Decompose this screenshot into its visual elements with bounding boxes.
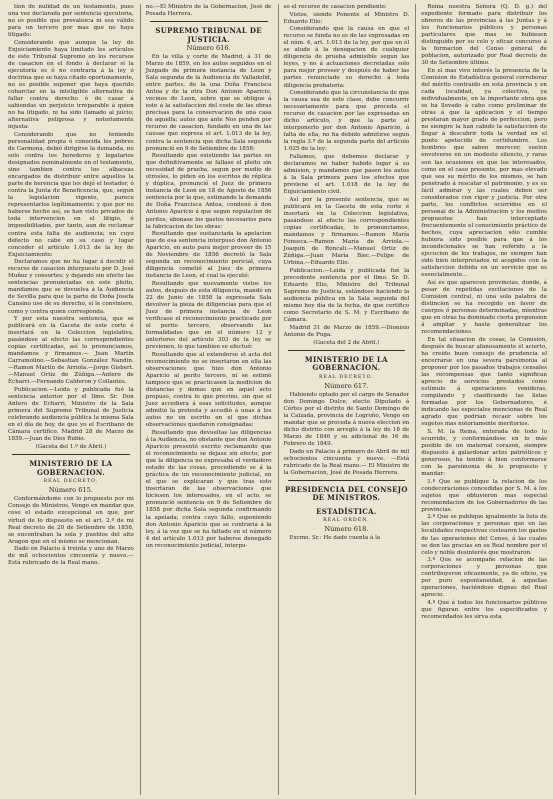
paragraph: Excmo. Sr.: He dado cuenta á la: [289, 535, 381, 542]
paragraph: Vistos, siendo Ponente el Ministro D. Eduardo Elio:: [283, 11, 410, 25]
paragraph: Habiendo optado por el cargo de Senador don Domingo Dulce, electo Diputado á Córtes por el distrito de Santo Domingo de la Calzada, provincia de Logroño, Vengo en mandar que se proceda á nueva eleccion en dicho distrito con arreglo á la ley de 18 de Marzo de 1846 y su adicional de 16 de Febrero de 1849.: [283, 391, 410, 447]
gaceta-reference: (Gaceta del 1.º de Abril.): [35, 444, 107, 451]
paragraph: Dado en Palacio á primero de Abril de mil ochocientos cincuenta y nueve. —Está rubricado de la Real mano.— El Ministro de la Gobernacion, José de Posada Herrera.: [283, 448, 410, 476]
paragraph: Resultando que sustanciada la apelacion que de esa sentencia interpuso don Antonio Aparicio, en auto para mejor proveer de 15 de Noviembre de 1856 decretó la Sala segunda un reconocimiento pericial, cuya diligencia cometió al Juez de primera instancia de Leon, el cual la ejecutó:: [145, 231, 272, 280]
section-subheading: REAL DECRETO.: [43, 479, 99, 485]
paragraph: Dado en Palacio á treinta y uno de Marzo de mil ochocientos cincuenta y nueve.—Está rubricado de la Real mano.: [8, 546, 134, 567]
item-number: Número 616.: [186, 43, 231, 52]
section-divider: [12, 454, 130, 455]
paragraph: Resultando que devueltas las diligencias á la Audiencia, no obstante que don Antonio Aparicio presentó escrito reclamando que el reconocimiento se dejase sin efecto, por que la diligencia no expresaba el verdadero estado de las cosas, procediendo se á la práctica de un reconocimiento judicial, en el que se explicaran y que tras esto insertaran de las observaciones que hiciesen los interesados, en el acto, se pronunció sentencia en 9 de Setiembre de 1858 por dicha Sala segunda confirmando la apelada; contra cuyo fallo, suponiendo don Antonio Aparicio que se contraria á la ley, á la vez que se ha faltado en el número 4 del artículo 1.013 por haberse denegado un reconocimiento judicial, interpu-: [145, 429, 272, 549]
paragraph: Resultando que al extenderse el acta del reconocimiento no se insertaron en ella las observaciones que hizo don Antonio Aparicio al perito tercero, ni se estimó tampoco que se practicasen la medicion de distancias y demas que en aquel acto propuso, contra lo que previno, sin que el Juez accediera á esas solicitudes, aunque admitió la protesta y accedió á unas á los autos no un escrito en el que dichas observaciones quedaron consignadas:: [145, 351, 272, 429]
paragraph: En tal situacion de cosas, la Comision, después de buscar afanosamente el acierto, ha creido buen consejo de prudencia el encerrarse en una severa parsimonia al proponer por los pasados trabajos censales las recompensas que tanto significan aprecio de servicios prestados como estímulo á operaciones venideras, compilando y clasificando las listas formadas por los Gobernadores, é indicando las especiales mencionas de Real agrado que podrian recaer sobre los sugetos mas notoriamente meritorios.: [421, 336, 547, 428]
section-heading: PRESIDENCIA DEL CONSEJO DE MINISTROS.: [284, 484, 408, 503]
paragraph: En la villa y corte de Madrid, á 31 de Marzo de 1859, en los autos seguidos en el Juzgado de primera instancia de Leon y Sala segunda de la Audiencia de Valladolid, entre partes, de la una Doña Francisca Antoa y de la otra Don Antonio Aparicio, vecinos de Leon, sobre que se obligue á este á la satisfaccion del coste de las obras precisas para la conservacion de una casa de aquella; autos que ante Nos penden por recurso de casacion, fundado en una de las causas que expresa el art. 1.013 de la ley, contra la sentencia que dicha Sala segunda pronunció en 9 de Setiembre de 1858:: [145, 53, 272, 152]
section-heading: SUPREMO TRIBUNAL DE JUSTICIA.: [155, 26, 262, 44]
paragraph: Considerando que la causa en que el recurso se funda no es de las expresadas en el núm. 4, art. 1.013 de la ley, por que en él se alude á la denegacion de cualquier diligencia de prueba admisible segun las leyes, y no á actuaciones decretadas solo para mejor proveer y después de haber las partes renunciado su derecho á toda diligencia probatoria:: [283, 26, 410, 89]
paragraph: Considerando que aunque la ley de Enjuiciamiento haya limitado los artículos de este Tribunal Supremo en los recursos de casacion en el fondo á declarar si la ejecutoria es ó no contraria á la ley ó doctrina que se haya citado oportunamente, no es posible suponer que haya querido coharctar en la inteligible alternativa de fallar contra derecho ó de casar á sabiendas un perjuicio irreparable á quien no ha litigado, ni ha sido llamado al juicio; alternativa peligrosa y notoriamente injusta:: [8, 39, 134, 131]
paragraph: Así por la presente sentencia, que se publicará en la Gaceta de esta corte é insertará en la Coleccion legislativa, pasándose al efecto las correspondientes copias certificadas, lo pronunciamos, mandamos y firmamos.—Ramon María Fonseca.—Ramon María de Arriola.—Joaquin de Roncali.—Manuel Ortiz de Zúñiga.—Juan María Biec.—Felipe de Urbina.—Eduardo Elio.: [283, 196, 410, 267]
paragraph: Publicacion.—Leida y publicada fué la precedente sentencia por el Ilmo. Sr. D. Eduardo Elio, Ministro del Tribunal Supremo de Justicia, estándose haciendo la audiencia pública en la Sala segunda del mismo hoy día de la fecha, de que certifico como Secretario de S. M. y Escribano de Cámara.: [283, 267, 410, 324]
section-heading: MINISTERIO DE LA GOBERNACION.: [29, 459, 113, 477]
paragraph: S. M. la Reina, enterada de todo lo ocurrido, y conformándose en lo más posible de un maternal corazon, siempre dispuesto á galardonar actos patrióticos y generosos, ha tenido á bien conformarse con la parsimonia de lo propuesto y mandar:: [421, 428, 547, 478]
paragraph-continuation: so el recurso de casacion pendiente:: [283, 4, 388, 10]
column-3: [278, 4, 410, 795]
paragraph: Conformándome con lo propuesto por mi Consejo de Ministros, Vengo en mandar que cese el estado excepcional en que, por virtud de lo dispuesto en el art. 2.º de mi Real decreto de 20 de Setiembre de 1858, se encontraban la sola y pueblos del alto Aragon que en el mismo se mencionan.: [8, 496, 134, 545]
section-subheading: REAL DECRETO.: [318, 374, 374, 380]
paragraph: Considerando que no teniendo personalidad propia ó conocida los pobres de Carmona, debió dirigirse la demanda, no solo contra los herederos y legatarios designados nominalmente en el testamento, sino tambien contra los albaceas encargados de distribuir entre aquellos la parte de herencia que les dejó el testador, ó contra la Junta de Beneficencia, que, segun la legislacion vigente, parece representarlos legítimamente; y que por no haberse hecho así, se han visto privados de toda intervencion en el litigio, é imposibilitados, por tanto, aun de reclamar contra esta falta de audiencia; en cuyo defecto no cabe en su caso y lugar conceder el artículo 1.013 de la ley de Enjuiciamiento:: [8, 131, 134, 258]
section-divider: [288, 350, 406, 351]
paragraph: Declaramos que no ha lugar á decidir el recurso de casacion interpuesto por D. José Muñoz y consortes; y dejando sin efecto las sentencias pronunciadas en este pleito, mandamos que se devuelva á la Audiencia de Sevilla para que la parte de Doña Josefa Cansino use de su derecho, si le conviniere, como y contra quien corresponda.: [8, 259, 134, 315]
section-heading: MINISTERIO DE LA GOBERNACION.: [304, 354, 388, 373]
paragraph: tion de nulidad de un testamento, pues una vez declarada por sentencia ejecutoria, no es posible que prevalezca ni sea válido para un tercero por mas que no haya litigado:: [8, 4, 134, 39]
item-number: Número 615.: [48, 486, 93, 495]
column-4: [415, 4, 547, 795]
paragraph: Resultando que existiendo las partes en que definitivamente se fallase el pleito sin necesidad de prueba, segun por medio de otrosíes, lo piden en los escritos de réplica y dúplica, pronunció el Juez de primera instancia de Leon en 18 de Agosto de 1856 sentencia por la que, estimando la demanda de Doña Francisca Antoa, condenó á don Antonio Aparicio á que segun regulacion de peritos, abonase los gastos necesarios para la fabricacion de los obras:: [145, 153, 272, 230]
paragraph: Considerando que la circunstancia de que la causa sea de este clase, debe concurrir necesariamente para que proceda el recurso de casacion por las expresadas en dicho artículo, y que la parte al interponerlo por don Antonio Aparicio, á falta de ella, no ha debido admitirse segun la regla 3.ª de la segunda parte del artículo 1.025 de la ley:: [283, 90, 410, 153]
paragraph: Publicacion.—Leida y publicada fué la sentencia anterior por el Ilmo. Sr. Don Antero de Echarri, Ministro de la Sala primera del Supremo Tribunal de Justicia celebrando audiencia pública la misma Sala en el día de hoy, de que yo el Escribano de Cámara certifico. Madrid 28 de Marzo de 1859.—Juan de Dios Rubio.: [8, 387, 134, 443]
paragraph: 2.º Que se publique igualmente la lista de las corporaciones y personas que en las localidades respectivas costearon los gastos de las operaciones del Censo, á las cuales se den las gracias en su Real nombre por el celo y noble desinterés que mostraron.: [421, 514, 547, 556]
paragraph: Madrid 31 de Marzo de 1859.—Dionisio Antonio de Puga.: [283, 324, 410, 338]
column-1: [8, 4, 134, 795]
paragraph: 1.º Que se publique la relacion de los condecoraciones concedidas por S. M. á los sujetos que obtuvieron mas especial recomendacion de los Gobernadores de las provincias.: [421, 478, 547, 513]
paragraph: Fallamos, que debemos declarar y declaramos no haber habido lugar á su admision, y mandamos que pasen los autos á la Sala primera para los efectos que previene el art. 1.018 de la ley de Enjuiciamiento civil.: [283, 153, 410, 196]
paragraph: En el mas vivo interés la presencia de la Comision de Estadística general corroborar del mérito contraido en esta provincia y en cada localidad, ya colectiva, ya individualmente, en la importante obra que se ha llevado á cabo como preliminar de otras á que la aplicacion y el tiempo prestaran mayor grado de perfeccion; pero no siempre la han cabido la satisfaccion de llegar á descubrir toda la verdad en el punto apetecido de certidumbre. Los hombres que saben merecer, suelen envolverse en un modesto silencio, y raras son las ocasiones en que los interesados, como en el caso presente, por mas elevado que sea su mérito de los mismos, se han penetrado á rescatar el patrimonio, y es su fácil admirar y las cuales deben ser considerados con rigor y justicia. Por otra parte, los conflictos ocurridos en el personal de la Administracion y los medios propuestos han interceptado frecuentemente el conocimiento práctico de hechos, cuya apreciacion sólo cumble hubiera sido posible para que á los incondicionales se han referido a la ejecucion de los trabajos, no siempre han sido bien interpretados ni acogidos con la satisfaccion debida en un servicio que es esencialmente...: [421, 67, 547, 279]
section-divider: [150, 21, 268, 22]
paragraph-continuation: no.—El Ministro de la Gobernacion, José de Posada Herrera.: [145, 4, 272, 18]
gaceta-reference: (Gaceta del 2 de Abril.): [313, 339, 380, 346]
section-divider: [288, 480, 406, 481]
paragraph: Resultando que nuevamente vistos los autos, después de esta diligencia, mandó en 22 de Junio de 1858 la expresada Sala devolver la pieza de diligencias para que el Juez de primera instancia de Leon verificase el reconocimiento practicado por el perito tercero, observando las formalidades que en el número 12 y anteriores del artículo 303 de la ley se previenen, lo que tambien se efectuó:: [145, 280, 272, 351]
item-number: Número 618.: [324, 524, 369, 533]
section-subheading: REAL ORDEN.: [323, 517, 370, 523]
paragraph: Y por esta nuestra sentencia, que se publicará en la Gaceta de este corte é insertará en la Coleccion legislativa, pasándose al efecto las correspondientes copias certificadas, así lo pronunciamos, mandamos y firmamos.— Juan Martín Carramolino.—Sebastian González Nandin.—Ramon Martín de Arriola.—Jorge Gisbert.—Manuel Ortiz de Zúñiga.—Antero de Echarri.—Fernando Calderon y Collantes.: [8, 316, 134, 386]
paragraph: Así es que aparecen provincias, donde, á pesar de repetidas excitaciones de la Comision central, ni una sola palabra de distincion se ha recogido en favor de cuerpos ó personas determinadas, mientras que en otras ha dominado cierta propension á ampliar y hasta generalizar los recomendaciones.: [421, 279, 547, 336]
column-2: [140, 4, 272, 795]
paragraph: 4.º Que á todos los funcionarios públicos que figuran entre los especificados y recomendados les sirva esta: [421, 599, 547, 621]
section-heading: ESTADÍSTICA.: [316, 506, 377, 516]
item-number: Número 617.: [324, 381, 369, 390]
paragraph: Reina nuestra Señora (Q. D. g.) del expediente formado para distribuir los obreros de las provincias á las Juntas y á los funcionarios públicos y personas particulares que mas se hubiesen distinguido por su celo y eficaz concurso á la formacion del Censo general de poblacion, autorizado por Real decreto de 30 de Setiembre último.: [421, 4, 547, 67]
paragraph: 3.º Que se acompañe relacion de las corporaciones y personas que contribuyeron eficazmente, ya de oficio, ya por puro espontaneidad, á aquellas operaciones, haciéndose dignas del Real aprecio.: [421, 557, 547, 599]
